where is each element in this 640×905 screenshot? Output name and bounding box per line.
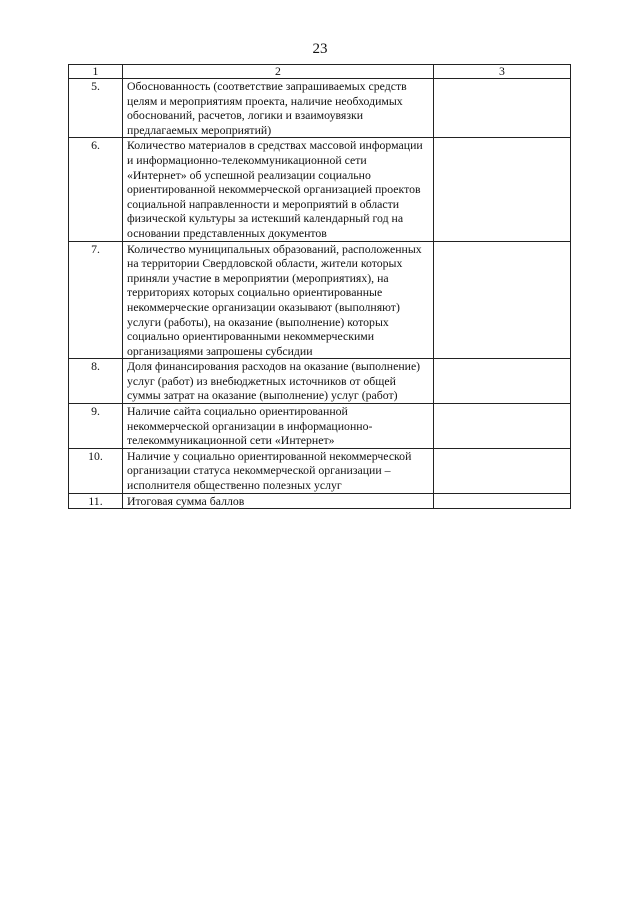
table-row [69, 138, 571, 241]
row-number: 8. [69, 359, 123, 404]
row-number: 10. [69, 448, 123, 493]
score-cell [434, 359, 571, 404]
row-number: 7. [69, 241, 123, 359]
row-number: 9. [69, 404, 123, 449]
table-row [69, 448, 571, 493]
column-header-criterion: 2 [123, 65, 434, 79]
row-number: 5. [69, 79, 123, 138]
criterion-text: Количество материалов в средствах массовой информации и информационно-телекоммуникационной сети «Интернет» об успешной реализации социально ориентированной некоммерческой организацией проектов социальной направленности и мероприятий в области физической культуры за истекший календарный год на основании представленных документов [123, 138, 434, 241]
criteria-table [68, 64, 571, 509]
score-cell [434, 404, 571, 449]
criterion-text: Наличие сайта социально ориентированной некоммерческой организации в информационно-телекоммуникационной сети «Интернет» [123, 404, 434, 449]
table-row [69, 493, 571, 509]
criterion-text: Количество муниципальных образований, расположенных на территории Свердловской области, жители которых приняли участие в мероприятии (мероприятиях), на территориях которых социально ориентированные некоммерческие организации оказывают (выполняют) услуги (работы), на оказание (выполнение) которых социально ориентированными некоммерческими организациями запрошены субсидии [123, 241, 434, 359]
criterion-text: Обоснованность (соответствие запрашиваемых средств целям и мероприятиям проекта, наличие необходимых обоснований, расчетов, логики и взаимоувязки предлагаемых мероприятий) [123, 79, 434, 138]
page-number: 23 [312, 41, 328, 57]
score-cell [434, 79, 571, 138]
table-header-row [69, 65, 571, 79]
criterion-text: Итоговая сумма баллов [123, 493, 434, 509]
table-row [69, 79, 571, 138]
score-cell [434, 448, 571, 493]
table-row [69, 241, 571, 359]
column-header-score: 3 [434, 65, 571, 79]
score-cell [434, 493, 571, 509]
score-cell [434, 241, 571, 359]
row-number: 6. [69, 138, 123, 241]
criterion-text: Доля финансирования расходов на оказание (выполнение) услуг (работ) из внебюджетных источников от общей суммы затрат на оказание (выполнение) услуг (работ) [123, 359, 434, 404]
table-row [69, 404, 571, 449]
score-cell [434, 138, 571, 241]
row-number: 11. [69, 493, 123, 509]
column-header-number: 1 [69, 65, 123, 79]
criterion-text: Наличие у социально ориентированной некоммерческой организации статуса некоммерческой организации – исполнителя общественно полезных услуг [123, 448, 434, 493]
table-row [69, 359, 571, 404]
